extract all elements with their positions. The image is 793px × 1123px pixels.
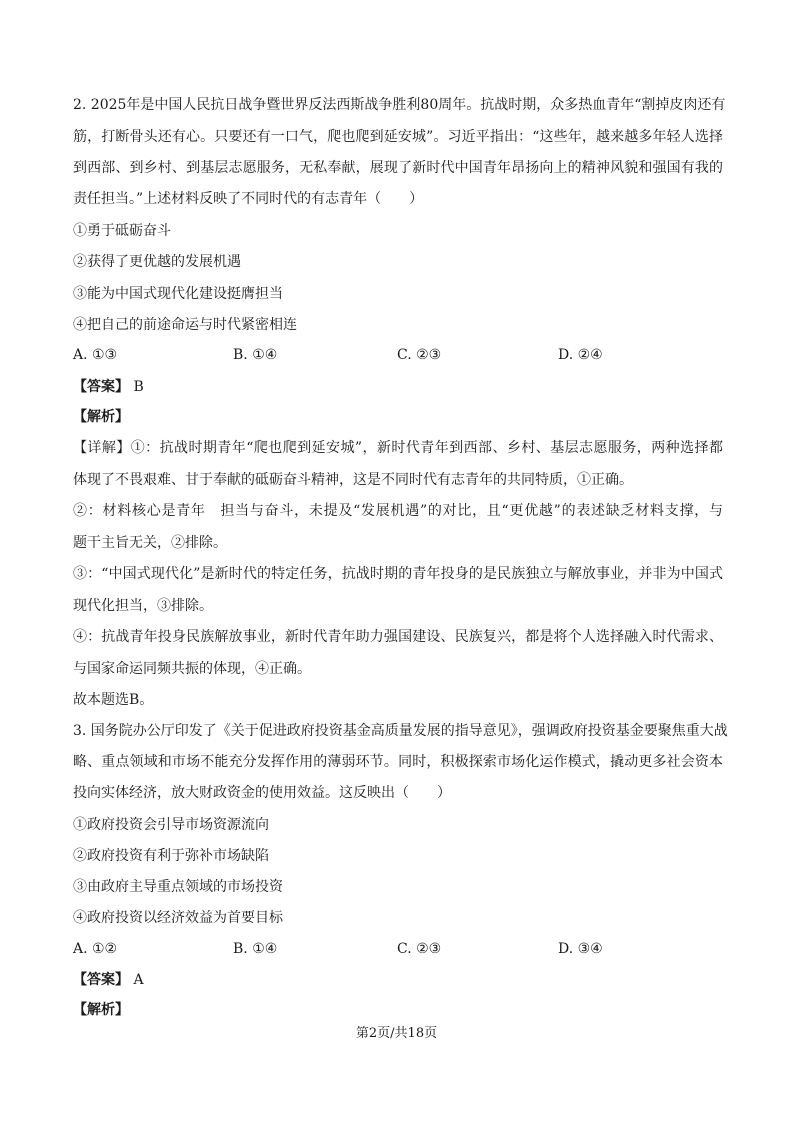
q3-option-a: A. ①② [73, 941, 118, 957]
q3-item: ③由政府主导重点领域的市场投资 [73, 879, 283, 895]
q2-item: ②获得了更优越的发展机遇 [73, 254, 241, 270]
q3-option-b: B. ①④ [233, 941, 278, 957]
q2-stem-line: 筋，打断骨头还有心。只要还有一口气，爬也爬到延安城”。习近平指出：“这些年，越来越多年轻人选择 [73, 129, 723, 145]
q2-options [73, 345, 723, 365]
q2-analysis-line: 体现了不畏艰难、甘于奉献的砥砺奋斗精神，这是不同时代有志青年的共同特质，①正确。 [73, 472, 633, 488]
q3-stem-line: 3. 国务院办公厅印发了《关于促进政府投资基金高质量发展的指导意见》，强调政府投资基金要聚焦重大战 [73, 723, 728, 739]
q2-analysis-line: 现代化担当，③排除。 [73, 598, 213, 614]
q3-option-d: D. ③④ [558, 941, 603, 957]
q3-stem-line: 投向实体经济，放大财政资金的使用效益。这反映出（ ） [73, 785, 451, 801]
q3-stem-line: 略、重点领域和市场不能充分发挥作用的薄弱环节。同时，积极探索市场化运作模式，撬动更多社会资本 [73, 754, 723, 770]
q2-stem-line: 2. 2025年是中国人民抗日战争暨世界反法西斯战争胜利80周年。抗战时期，众多热血青年“割掉皮肉还有 [73, 97, 726, 113]
q2-analysis-line: 与国家命运同频共振的体现，④正确。 [73, 661, 311, 677]
q3-item: ②政府投资有利于弥补市场缺陷 [73, 848, 269, 864]
q2-conclusion: 故本题选B。 [73, 692, 154, 708]
q2-analysis-line: 题干主旨无关，②排除。 [73, 535, 227, 551]
q2-analysis-line: ④：抗战青年投身民族解放事业，新时代青年助力强国建设、民族复兴，都是将个人选择融入时代需求、 [73, 629, 723, 645]
q2-analysis-line: ③：“中国式现代化”是新时代的特定任务，抗战时期的青年投身的是民族独立与解放事业，并非为中国式 [73, 566, 723, 582]
answer-value: B [133, 379, 144, 395]
q3-item: ④政府投资以经济效益为首要目标 [73, 910, 283, 926]
q2-stem-line: 责任担当。”上述材料反映了不同时代的有志青年（ ） [73, 191, 424, 207]
answer-value: A [133, 972, 144, 988]
q2-option-b: B. ①④ [233, 347, 278, 363]
q2-option-a: A. ①③ [73, 347, 118, 363]
q2-analysis-line: ②：材料核心是青年 担当与奋斗，未提及“发展机遇”的对比，且“更优越”的表述缺乏材料支撑，与 [73, 503, 723, 519]
q2-item: ①勇于砥砺奋斗 [73, 223, 171, 239]
q3-options [73, 939, 723, 959]
answer-label: 【答案】 [73, 379, 129, 395]
q2-answer [73, 377, 144, 397]
q2-item: ④把自己的前途命运与时代紧密相连 [73, 317, 297, 333]
q3-answer [73, 970, 144, 990]
q2-option-d: D. ②④ [558, 347, 603, 363]
q2-analysis-line: 【详解】①：抗战时期青年“爬也爬到延安城”，新时代青年到西部、乡村、基层志愿服务，两种选择都 [73, 440, 723, 456]
q3-item: ①政府投资会引导市场资源流向 [73, 817, 269, 833]
q3-analysis-label: 【解析】 [73, 1002, 129, 1018]
page-number-footer: 第2页/共18页 [355, 1026, 438, 1041]
answer-label: 【答案】 [73, 972, 129, 988]
q2-option-c: C. ②③ [397, 347, 442, 363]
q2-analysis-label: 【解析】 [73, 409, 129, 425]
q2-stem-line: 到西部、到乡村、到基层志愿服务，无私奉献，展现了新时代中国青年昂扬向上的精神风貌和强国有我的 [73, 160, 723, 176]
q3-option-c: C. ②③ [397, 941, 442, 957]
q2-item: ③能为中国式现代化建设挺膺担当 [73, 286, 283, 302]
